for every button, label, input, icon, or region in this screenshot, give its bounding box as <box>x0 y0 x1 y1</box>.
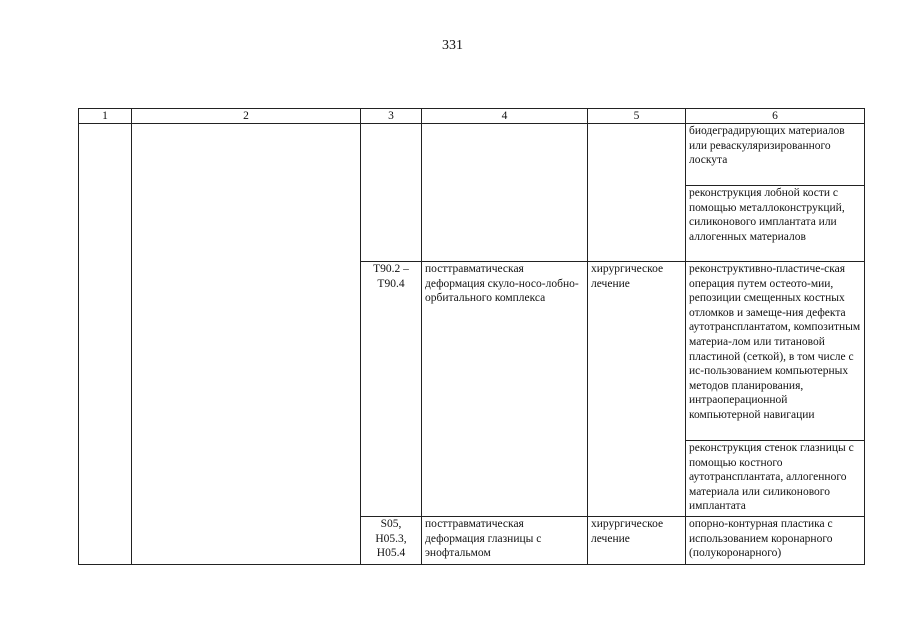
method-cell: опорно-контурная пластика с использованием коронарного (полукоронарного) <box>686 517 865 565</box>
treatment-type-cell <box>588 124 686 262</box>
diagnosis-code-cell <box>361 124 422 262</box>
col2-cell <box>132 124 361 565</box>
condition-cell: посттравматическая деформация скуло-носо-лобно-орбитального комплекса <box>422 262 588 517</box>
medical-procedures-table <box>78 108 865 565</box>
table-row <box>79 124 865 186</box>
header-col-5: 5 <box>588 109 686 124</box>
treatment-type-cell: хирургическое лечение <box>588 517 686 565</box>
method-cell: реконструкция стенок глазницы с помощью костного аутотрансплантата, аллогенного материала или силиконового имплантата <box>686 441 865 517</box>
header-col-4: 4 <box>422 109 588 124</box>
method-cell: биодеградирующих материалов или реваскуляризированного лоскута <box>686 124 865 186</box>
header-col-6: 6 <box>686 109 865 124</box>
header-col-3: 3 <box>361 109 422 124</box>
header-col-2: 2 <box>132 109 361 124</box>
treatment-type-cell: хирургическое лечение <box>588 262 686 517</box>
condition-cell <box>422 124 588 262</box>
col1-cell <box>79 124 132 565</box>
diagnosis-code-cell: T90.2 – T90.4 <box>361 262 422 517</box>
method-cell: реконструкция лобной кости с помощью металлоконструкций, силиконового имплантата или аллогенных материалов <box>686 186 865 262</box>
header-row <box>79 109 865 124</box>
header-col-1: 1 <box>79 109 132 124</box>
condition-cell: посттравматическая деформация глазницы с энофтальмом <box>422 517 588 565</box>
method-cell: реконструктивно-пластиче-ская операция путем остеото-мии, репозиции смещенных костных отломков и замеще-ния дефекта аутотрансплантатом, композитным материа-лом или титановой пластиной (сеткой), в том числе с ис-пользованием компьютерных методов планирования, интраоперационной компьютерной навигации <box>686 262 865 441</box>
page-number: 331 <box>442 38 463 53</box>
diagnosis-code-cell: S05, H05.3, H05.4 <box>361 517 422 565</box>
